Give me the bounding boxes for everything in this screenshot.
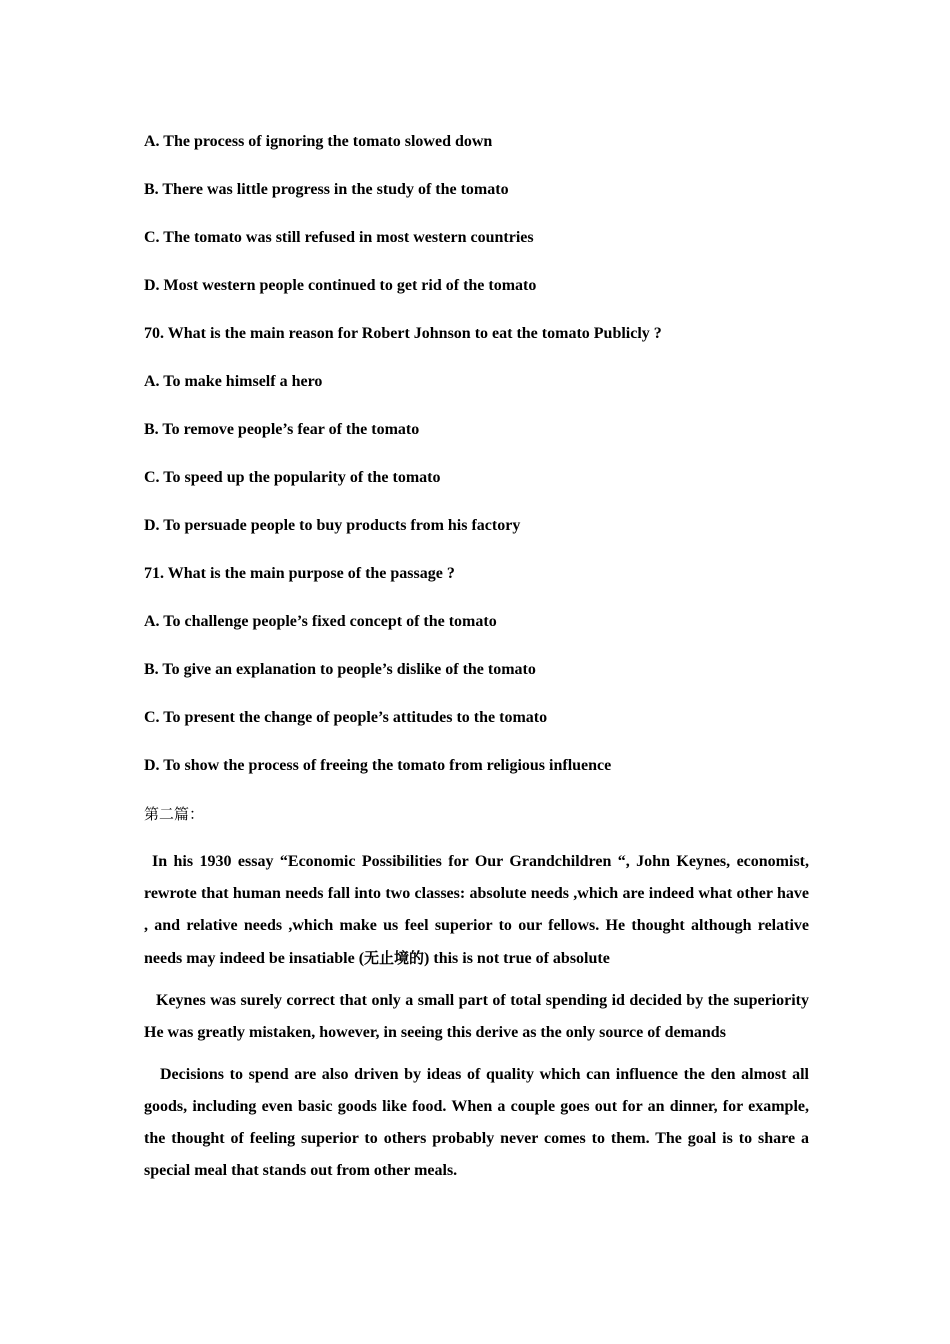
- chinese-gloss: 无止境的: [364, 949, 425, 967]
- q71-option-b: B. To give an explanation to people’s dislike of the tomato: [144, 661, 536, 678]
- q71-option-a: A. To challenge people’s fixed concept of the tomato: [144, 613, 497, 630]
- document-page: [144, 132, 809, 1203]
- option-d: D. Most western people continued to get rid of the tomato: [144, 277, 537, 294]
- q70-option-c: C. To speed up the popularity of the tomato: [144, 469, 441, 486]
- paragraph-1-text-start: In his 1930 essay “Economic Possibilities for Our Grandchildren “, John Keynes, economist, rewrote that human needs fall into two classes: absolute needs ,which are indeed what other have , and relative needs ,which make us feel superior to our fellows. He thought although relative needs may indeed be insatiable (: [144, 853, 809, 967]
- q71-option-d: D. To show the process of freeing the tomato from religious influence: [144, 757, 612, 774]
- passage-paragraph-3: Decisions to spend are also driven by ideas of quality which can influence the den almost all goods, including even basic goods like food. When a couple goes out for an dinner, for example, the thought of feeling superior to others probably never comes to them. The goal is to share a special meal that stands out from other meals.: [144, 1066, 809, 1179]
- passage-paragraph-2: Keynes was surely correct that only a small part of total spending id decided by the superiority He was greatly mistaken, however, in seeing this derive as the only source of demands: [144, 992, 809, 1041]
- passage-paragraph-1: [144, 846, 809, 975]
- paragraph-1-text-end: ) this is not true of absolute: [424, 950, 610, 967]
- question-71: 71. What is the main purpose of the passage ?: [144, 565, 455, 582]
- question-70: 70. What is the main reason for Robert Johnson to eat the tomato Publicly ?: [144, 325, 662, 342]
- section-2-label: 第二篇：: [144, 805, 205, 823]
- q70-option-d: D. To persuade people to buy products from his factory: [144, 517, 521, 534]
- q71-option-c: C. To present the change of people’s attitudes to the tomato: [144, 709, 548, 726]
- option-a: A. The process of ignoring the tomato slowed down: [144, 133, 493, 150]
- q70-option-a: A. To make himself a hero: [144, 373, 323, 390]
- option-c: C. The tomato was still refused in most western countries: [144, 229, 534, 246]
- q70-option-b: B. To remove people’s fear of the tomato: [144, 421, 420, 438]
- option-b: B. There was little progress in the study of the tomato: [144, 181, 509, 198]
